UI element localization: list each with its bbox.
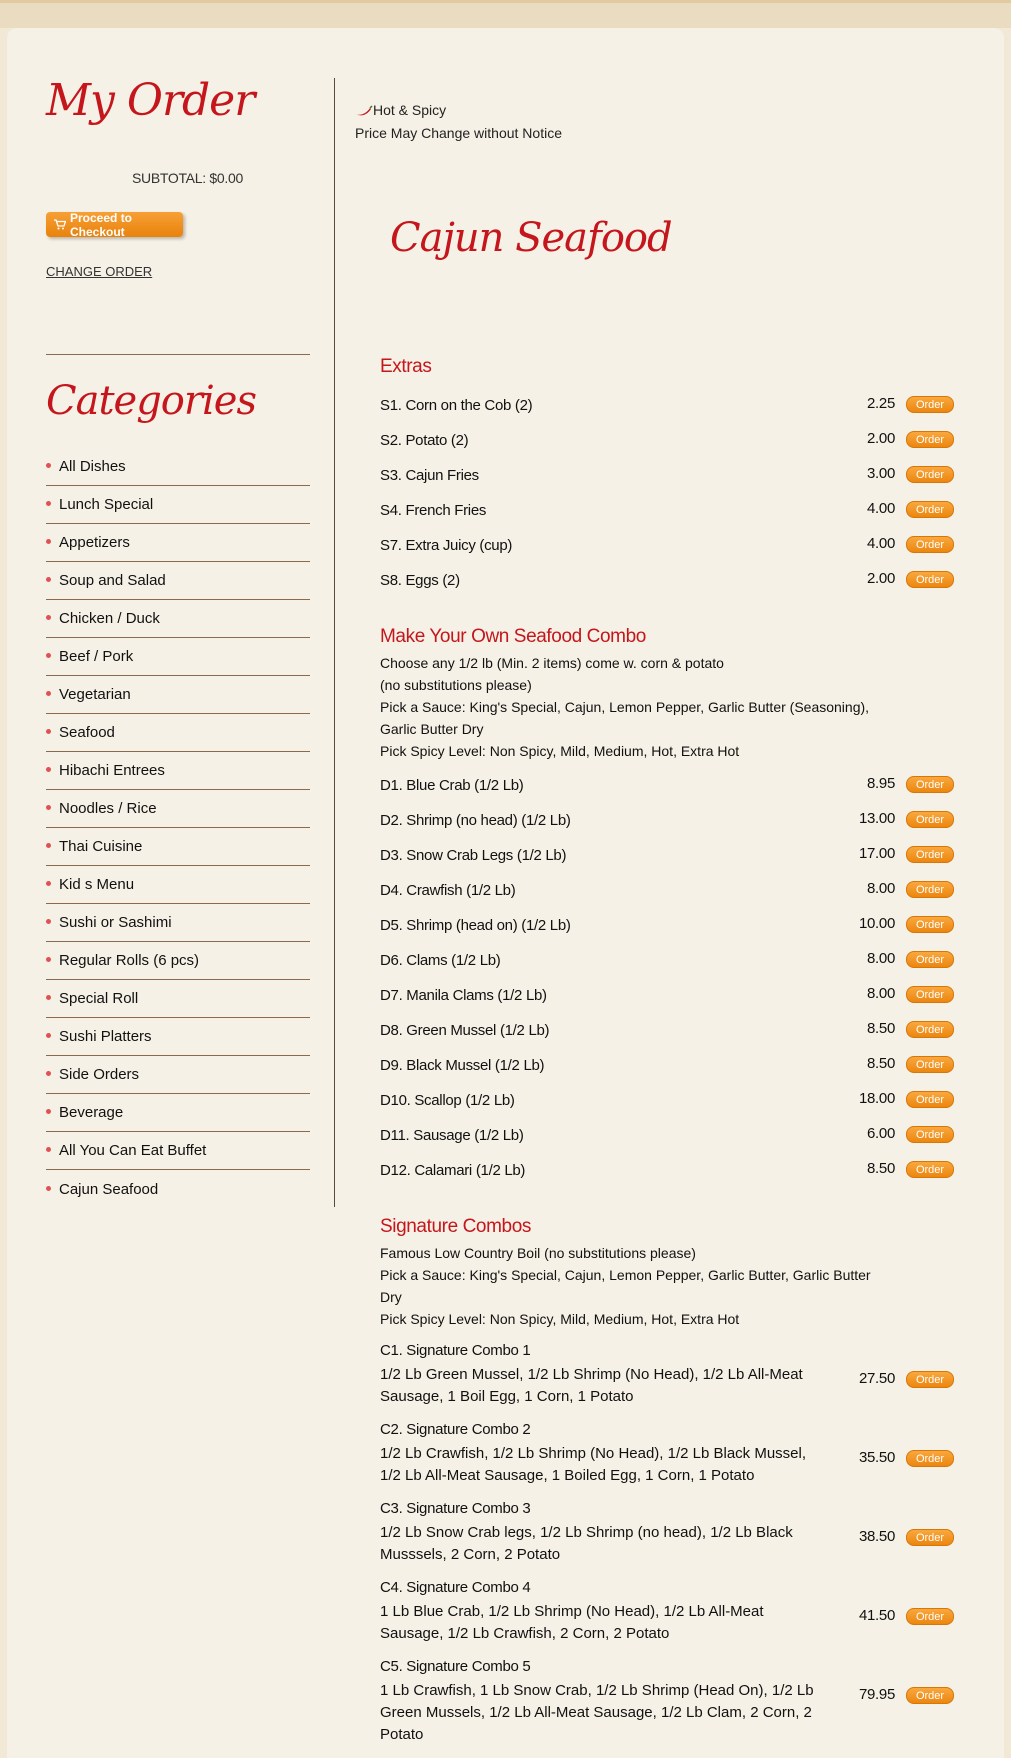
category-item[interactable] <box>46 980 310 1018</box>
item-price: 27.50 <box>858 1370 895 1387</box>
category-item[interactable] <box>46 524 310 562</box>
item-price: 41.50 <box>858 1607 895 1624</box>
order-button[interactable]: Order <box>906 396 954 413</box>
bullet-icon <box>46 805 51 810</box>
combo-name: C4. Signature Combo 4 <box>380 1579 531 1596</box>
item-price: 10.00 <box>858 915 895 932</box>
combo-item <box>380 1658 955 1746</box>
bullet-icon <box>46 577 51 582</box>
cart-icon <box>54 219 66 230</box>
order-button[interactable]: Order <box>906 846 954 863</box>
bullet-icon <box>46 463 51 468</box>
menu-item <box>380 980 955 1010</box>
category-item[interactable] <box>46 1170 310 1208</box>
category-item[interactable] <box>46 562 310 600</box>
order-button[interactable]: Order <box>906 881 954 898</box>
item-name: D2. Shrimp (no head) (1/2 Lb) <box>380 811 571 829</box>
desc-line: (no substitutions please) <box>380 677 532 693</box>
sidebar-divider <box>46 354 310 355</box>
order-button[interactable]: Order <box>906 986 954 1003</box>
desc-line: Pick Spicy Level: Non Spicy, Mild, Medium, Hot, Extra Hot <box>380 743 740 759</box>
bullet-icon <box>46 1033 51 1038</box>
category-label: Kid s Menu <box>59 876 135 893</box>
order-button[interactable]: Order <box>906 1529 954 1546</box>
combo-desc: 1/2 Lb Snow Crab legs, 1/2 Lb Shrimp (no head), 1/2 Lb Black Musssels, 2 Corn, 2 Potato <box>380 1524 793 1563</box>
desc-line: Pick a Sauce: King's Special, Cajun, Lemon Pepper, Garlic Butter, Garlic Butter <box>380 1267 871 1283</box>
order-button[interactable]: Order <box>906 1126 954 1143</box>
category-label: Appetizers <box>59 534 130 551</box>
desc-line: Pick Spicy Level: Non Spicy, Mild, Medium, Hot, Extra Hot <box>380 1311 740 1327</box>
order-button[interactable]: Order <box>906 1371 954 1388</box>
combo-name: C1. Signature Combo 1 <box>380 1342 531 1359</box>
item-name: D4. Crawfish (1/2 Lb) <box>380 881 516 899</box>
categories-title: Categories <box>46 378 256 424</box>
item-name: D1. Blue Crab (1/2 Lb) <box>380 776 524 794</box>
menu-item <box>380 1050 955 1080</box>
bullet-icon <box>46 653 51 658</box>
item-price: 4.00 <box>867 500 895 517</box>
make-your-own-desc <box>380 652 880 762</box>
category-label: Beverage <box>59 1104 124 1121</box>
category-label: Thai Cuisine <box>59 838 143 855</box>
menu-item <box>380 530 955 560</box>
category-item[interactable] <box>46 638 310 676</box>
item-name: D12. Calamari (1/2 Lb) <box>380 1161 526 1179</box>
category-label: Regular Rolls (6 pcs) <box>59 952 200 969</box>
item-price: 2.25 <box>867 395 895 412</box>
category-item[interactable] <box>46 1132 310 1170</box>
section-title-make-your-own: Make Your Own Seafood Combo <box>380 626 646 647</box>
item-price: 2.00 <box>867 570 895 587</box>
order-button[interactable]: Order <box>906 1161 954 1178</box>
desc-line: Pick a Sauce: King's Special, Cajun, Lemon Pepper, Garlic Butter (Seasoning), <box>380 699 870 715</box>
menu-item <box>380 805 955 835</box>
bullet-icon <box>46 729 51 734</box>
item-price: 38.50 <box>858 1528 895 1545</box>
category-label: Vegetarian <box>59 686 131 703</box>
menu-item <box>380 1015 955 1045</box>
category-item[interactable] <box>46 866 310 904</box>
menu-item <box>380 565 955 595</box>
item-name: S2. Potato (2) <box>380 431 469 449</box>
category-label: Lunch Special <box>59 496 154 513</box>
category-item[interactable] <box>46 600 310 638</box>
chili-pepper-icon <box>355 104 373 116</box>
item-name: D6. Clams (1/2 Lb) <box>380 951 501 969</box>
item-price: 17.00 <box>858 845 895 862</box>
menu-item <box>380 770 955 800</box>
desc-line: Dry <box>380 1289 402 1305</box>
item-name: D8. Green Mussel (1/2 Lb) <box>380 1021 550 1039</box>
category-item[interactable] <box>46 752 310 790</box>
item-price: 3.00 <box>867 465 895 482</box>
combo-name: C2. Signature Combo 2 <box>380 1421 531 1438</box>
combo-name: C5. Signature Combo 5 <box>380 1658 531 1675</box>
category-item[interactable] <box>46 448 310 486</box>
category-label: Hibachi Entrees <box>59 762 165 779</box>
spicy-legend-label: Hot & Spicy <box>373 102 447 118</box>
section-title-extras: Extras <box>380 356 432 377</box>
item-name: S8. Eggs (2) <box>380 571 460 589</box>
combo-item <box>380 1579 955 1645</box>
item-price: 8.00 <box>867 950 895 967</box>
category-label: Chicken / Duck <box>59 610 160 627</box>
bullet-icon <box>46 1109 51 1114</box>
item-price: 6.00 <box>867 1125 895 1142</box>
bullet-icon <box>46 1186 51 1191</box>
bullet-icon <box>46 919 51 924</box>
desc-line: Choose any 1/2 lb (Min. 2 items) come w. corn & potato <box>380 655 724 671</box>
order-button[interactable]: Order <box>906 1021 954 1038</box>
proceed-to-checkout-button[interactable] <box>46 212 183 237</box>
order-button[interactable]: Order <box>906 1091 954 1108</box>
bullet-icon <box>46 843 51 848</box>
category-item[interactable] <box>46 1018 310 1056</box>
category-label: Special Roll <box>59 990 139 1007</box>
order-button[interactable]: Order <box>906 1687 954 1704</box>
category-list <box>46 448 310 1208</box>
category-item[interactable] <box>46 676 310 714</box>
item-price: 18.00 <box>858 1090 895 1107</box>
bullet-icon <box>46 995 51 1000</box>
order-button[interactable]: Order <box>906 776 954 793</box>
menu-item <box>380 1120 955 1150</box>
top-band <box>0 0 1011 28</box>
item-price: 8.00 <box>867 985 895 1002</box>
order-button[interactable]: Order <box>906 536 954 553</box>
category-item[interactable] <box>46 714 310 752</box>
order-button[interactable]: Order <box>906 466 954 483</box>
menu-item <box>380 875 955 905</box>
order-button[interactable]: Order <box>906 1056 954 1073</box>
item-name: S4. French Fries <box>380 501 487 519</box>
item-price: 8.50 <box>867 1055 895 1072</box>
combo-item <box>380 1421 955 1487</box>
item-name: S1. Corn on the Cob (2) <box>380 396 533 414</box>
category-label: Soup and Salad <box>59 572 166 589</box>
bullet-icon <box>46 691 51 696</box>
combo-item <box>380 1500 955 1566</box>
order-button[interactable]: Order <box>906 1450 954 1467</box>
bullet-icon <box>46 1147 51 1152</box>
combo-desc: 1 Lb Blue Crab, 1/2 Lb Shrimp (No Head), 1/2 Lb All-Meat Sausage, 1/2 Lb Crawfish, 2 Corn, 2 Potato <box>380 1603 764 1642</box>
category-label: Sushi Platters <box>59 1028 152 1045</box>
category-label: Seafood <box>59 724 115 741</box>
menu-item <box>380 1155 955 1185</box>
change-order-link[interactable]: CHANGE ORDER <box>46 264 153 279</box>
order-button[interactable]: Order <box>906 431 954 448</box>
order-button[interactable]: Order <box>906 811 954 828</box>
menu-title: Cajun Seafood <box>390 215 672 261</box>
item-price: 79.95 <box>858 1686 895 1703</box>
category-item[interactable] <box>46 1056 310 1094</box>
bullet-icon <box>46 615 51 620</box>
order-button[interactable]: Order <box>906 571 954 588</box>
combo-desc: 1/2 Lb Green Mussel, 1/2 Lb Shrimp (No Head), 1/2 Lb All-Meat Sausage, 1 Boil Egg, 1 Corn, 1 Potato <box>380 1366 803 1405</box>
menu-item <box>380 390 955 420</box>
menu-item <box>380 460 955 490</box>
checkout-label: Proceed to Checkout <box>70 210 133 239</box>
order-button[interactable]: Order <box>906 501 954 518</box>
order-button[interactable]: Order <box>906 916 954 933</box>
category-item[interactable] <box>46 904 310 942</box>
combo-item <box>380 1342 955 1408</box>
item-price: 2.00 <box>867 430 895 447</box>
category-item[interactable] <box>46 828 310 866</box>
category-item[interactable] <box>46 1094 310 1132</box>
item-name: D10. Scallop (1/2 Lb) <box>380 1091 515 1109</box>
desc-line: Famous Low Country Boil (no substitutions please) <box>380 1245 696 1261</box>
spicy-legend <box>355 102 446 118</box>
category-label: Side Orders <box>59 1066 140 1083</box>
item-price: 4.00 <box>867 535 895 552</box>
menu-item <box>380 840 955 870</box>
menu-item <box>380 945 955 975</box>
category-label: Cajun Seafood <box>59 1180 159 1198</box>
category-item[interactable] <box>46 790 310 828</box>
price-note: Price May Change without Notice <box>355 125 562 141</box>
item-price: 8.50 <box>867 1160 895 1177</box>
bullet-icon <box>46 501 51 506</box>
combo-desc: 1 Lb Crawfish, 1 Lb Snow Crab, 1/2 Lb Shrimp (Head On), 1/2 Lb Green Mussels, 1/2 Lb All-Meat Sausage, 1/2 Lb Clam, 2 Corn, 2 Potato <box>380 1682 814 1743</box>
order-button[interactable]: Order <box>906 1608 954 1625</box>
bullet-icon <box>46 881 51 886</box>
bullet-icon <box>46 539 51 544</box>
item-name: D9. Black Mussel (1/2 Lb) <box>380 1056 545 1074</box>
category-label: Sushi or Sashimi <box>59 914 172 931</box>
category-item[interactable] <box>46 942 310 980</box>
column-divider <box>334 78 335 1207</box>
combo-name: C3. Signature Combo 3 <box>380 1500 531 1517</box>
bullet-icon <box>46 957 51 962</box>
menu-item <box>380 425 955 455</box>
menu-item <box>380 495 955 525</box>
bullet-icon <box>46 767 51 772</box>
section-title-signature: Signature Combos <box>380 1216 531 1237</box>
category-label: All You Can Eat Buffet <box>59 1142 207 1159</box>
my-order-title: My Order <box>46 75 255 126</box>
signature-desc <box>380 1242 880 1330</box>
item-name: D7. Manila Clams (1/2 Lb) <box>380 986 547 1004</box>
item-name: D5. Shrimp (head on) (1/2 Lb) <box>380 916 571 934</box>
combo-desc: 1/2 Lb Crawfish, 1/2 Lb Shrimp (No Head), 1/2 Lb Black Mussel, 1/2 Lb All-Meat Sausage, 1 Boiled Egg, 1 Corn, 1 Potato <box>380 1445 807 1484</box>
item-name: S7. Extra Juicy (cup) <box>380 536 513 554</box>
item-price: 8.00 <box>867 880 895 897</box>
item-price: 13.00 <box>858 810 895 827</box>
item-price: 8.50 <box>867 1020 895 1037</box>
menu-item <box>380 910 955 940</box>
bullet-icon <box>46 1071 51 1076</box>
category-label: Beef / Pork <box>59 648 134 665</box>
desc-line: Garlic Butter Dry <box>380 721 484 737</box>
item-name: D3. Snow Crab Legs (1/2 Lb) <box>380 846 567 864</box>
subtotal: SUBTOTAL: $0.00 <box>132 170 243 186</box>
menu-item <box>380 1085 955 1115</box>
item-price: 35.50 <box>858 1449 895 1466</box>
item-price: 8.95 <box>867 775 895 792</box>
category-item[interactable] <box>46 486 310 524</box>
item-name: S3. Cajun Fries <box>380 466 479 484</box>
order-button[interactable]: Order <box>906 951 954 968</box>
category-label: All Dishes <box>59 458 126 475</box>
item-name: D11. Sausage (1/2 Lb) <box>380 1126 524 1144</box>
category-label: Noodles / Rice <box>59 800 157 817</box>
